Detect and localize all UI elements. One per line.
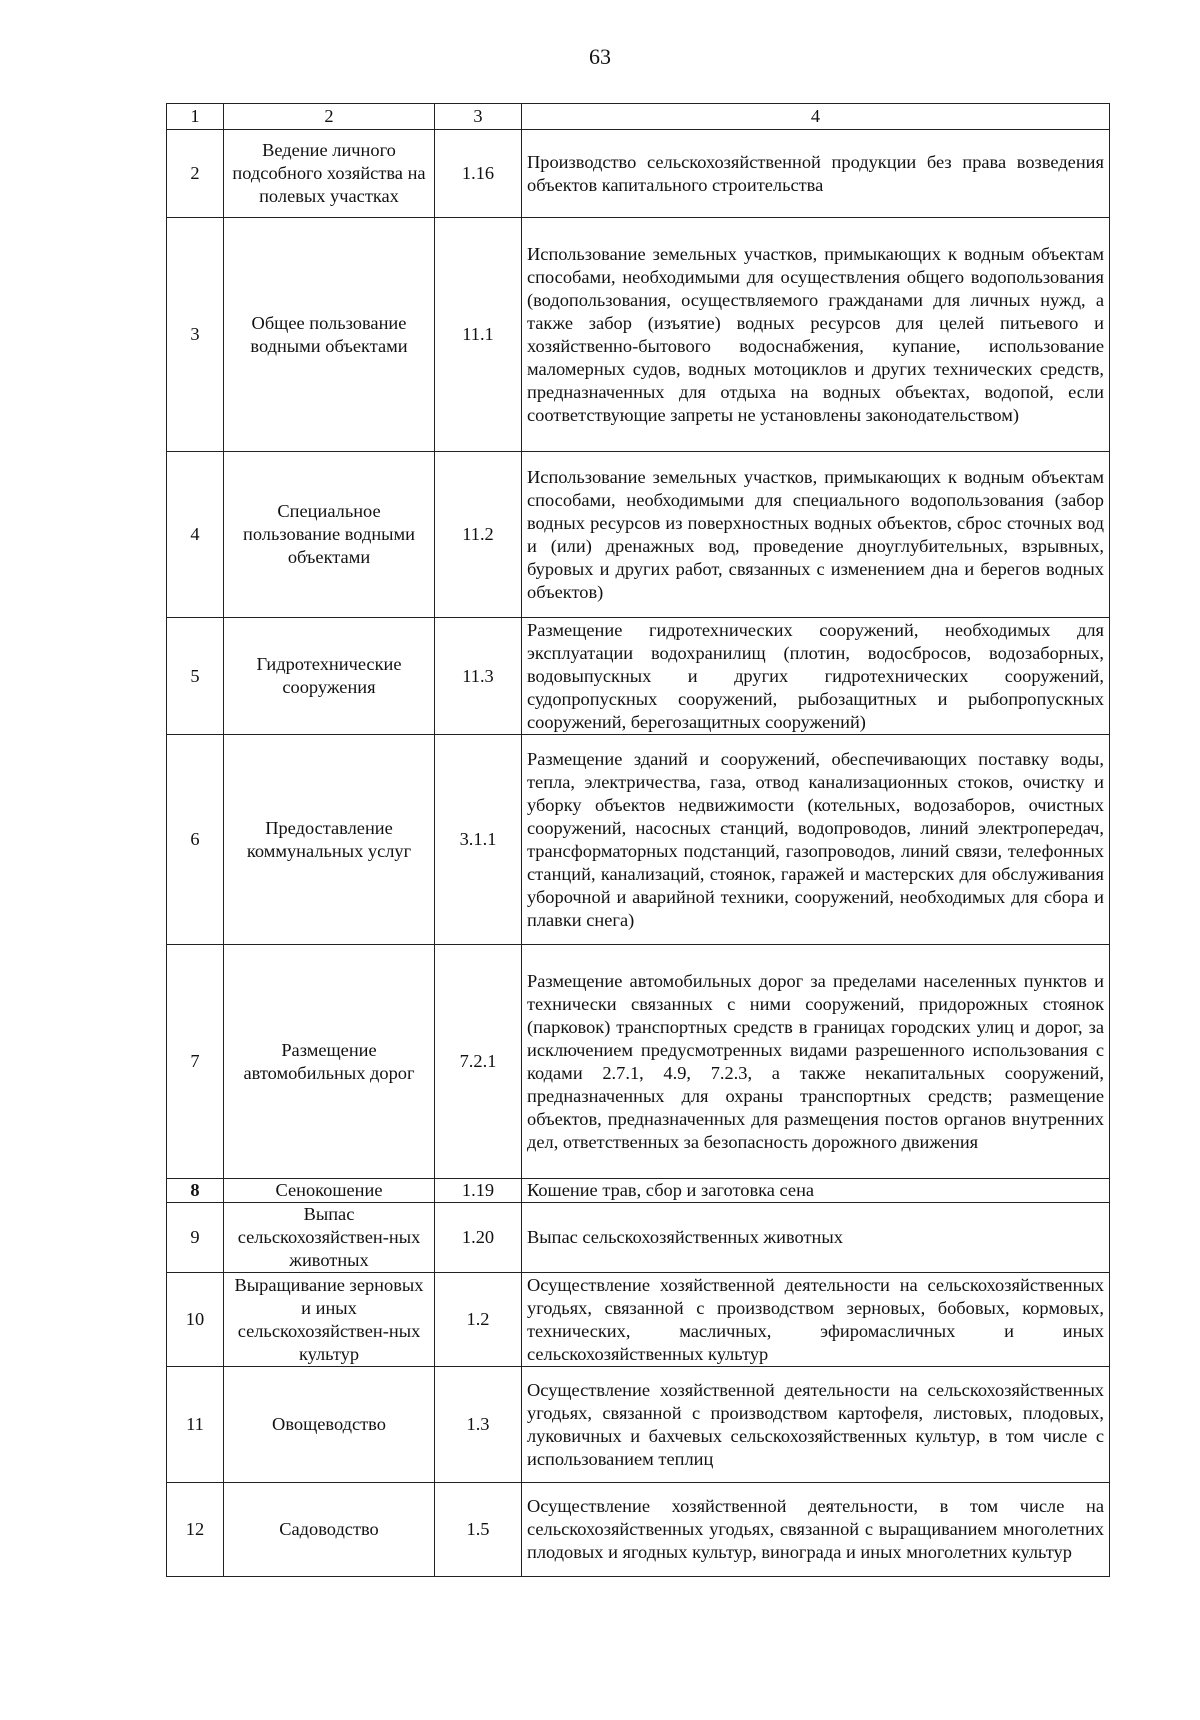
column-header: 3 <box>435 104 522 130</box>
use-type-description: Размещение гидротехнических сооружений, необходимых для эксплуатации водохранилищ (плотин, водосбросов, водозаборных, водовыпускных и других гидротехнических сооружений, судопропускных сооружений, рыбозащитных и рыбопропускных сооружений, берегозащитных сооружений) <box>522 618 1110 735</box>
use-type-code: 1.2 <box>435 1273 522 1367</box>
table-row <box>167 130 1110 218</box>
use-type-code: 1.19 <box>435 1179 522 1203</box>
column-header: 2 <box>224 104 435 130</box>
row-number: 5 <box>167 618 224 735</box>
use-type-description: Использование земельных участков, примыкающих к водным объектам способами, необходимыми для специального водопользования (забор водных ресурсов из поверхностных водных объектов, сброс сточных вод и (или) дренажных вод, проведение дноуглубительных, взрывных, буровых и других работ, связанных с изменением дна и берегов водных объектов) <box>522 452 1110 618</box>
row-number: 4 <box>167 452 224 618</box>
table-header-row <box>167 104 1110 130</box>
use-type-description: Выпас сельскохозяйственных животных <box>522 1203 1110 1273</box>
use-type-description: Размещение зданий и сооружений, обеспечивающих поставку воды, тепла, электричества, газа, отвод канализационных стоков, очистку и уборку объектов недвижимости (котельных, водозаборов, очистных сооружений, насосных станций, водопроводов, линий электропередач, трансформаторных подстанций, газопроводов, линий связи, телефонных станций, канализаций, стоянок, гаражей и мастерских для обслуживания уборочной и аварийной техники, сооружений, необходимых для сбора и плавки снега) <box>522 735 1110 945</box>
use-type-description: Осуществление хозяйственной деятельности на сельскохозяйственных угодьях, связанной с производством зерновых, бобовых, кормовых, технических, масличных, эфиромасличных и иных сельскохозяйственных культур <box>522 1273 1110 1367</box>
use-type-name: Размещение автомобильных дорог <box>224 945 435 1179</box>
use-type-name: Предоставление коммунальных услуг <box>224 735 435 945</box>
row-number: 3 <box>167 218 224 452</box>
row-number: 11 <box>167 1367 224 1483</box>
use-type-description: Размещение автомобильных дорог за пределами населенных пунктов и технически связанных с ними сооружений, придорожных стоянок (парковок) транспортных средств в границах городских улиц и дорог, за исключением предусмотренных видами разрешенного использования с кодами 2.7.1, 4.9, 7.2.3, а также некапитальных сооружений, предназначенных для охраны транспортных средств; размещение объектов, предназначенных для размещения постов органов внутренних дел, ответственных за безопасность дорожного движения <box>522 945 1110 1179</box>
table-row <box>167 945 1110 1179</box>
use-type-code: 1.20 <box>435 1203 522 1273</box>
use-type-name: Выращивание зерновых и иных сельскохозяйствен-ных культур <box>224 1273 435 1367</box>
use-type-code: 1.3 <box>435 1367 522 1483</box>
table-row <box>167 1273 1110 1367</box>
table-row <box>167 218 1110 452</box>
use-type-name: Выпас сельскохозяйствен-ных животных <box>224 1203 435 1273</box>
use-type-description: Кошение трав, сбор и заготовка сена <box>522 1179 1110 1203</box>
land-use-table <box>166 103 1110 1577</box>
table-row <box>167 1483 1110 1577</box>
row-number: 9 <box>167 1203 224 1273</box>
row-number: 8 <box>167 1179 224 1203</box>
use-type-code: 1.16 <box>435 130 522 218</box>
use-type-name: Сенокошение <box>224 1179 435 1203</box>
use-type-description: Использование земельных участков, примыкающих к водным объектам способами, необходимыми для осуществления общего водопользования (водопользования, осуществляемого гражданами для личных нужд, а также забор (изъятие) водных ресурсов для целей питьевого и хозяйственно-бытового водоснабжения, купание, использование маломерных судов, водных мотоциклов и других технических средств, предназначенных для отдыха на водных объектах, водопой, если соответствующие запреты не установлены законодательством) <box>522 218 1110 452</box>
use-type-name: Садоводство <box>224 1483 435 1577</box>
table-row <box>167 735 1110 945</box>
row-number: 12 <box>167 1483 224 1577</box>
use-type-code: 11.3 <box>435 618 522 735</box>
page-number: 63 <box>589 44 611 69</box>
table-row <box>167 1367 1110 1483</box>
use-type-code: 11.2 <box>435 452 522 618</box>
column-header: 4 <box>522 104 1110 130</box>
use-type-name: Специальное пользование водными объектами <box>224 452 435 618</box>
use-type-code: 3.1.1 <box>435 735 522 945</box>
use-type-description: Осуществление хозяйственной деятельности, в том числе на сельскохозяйственных угодьях, связанной с выращиванием многолетних плодовых и ягодных культур, винограда и иных многолетних культур <box>522 1483 1110 1577</box>
row-number: 10 <box>167 1273 224 1367</box>
use-type-description: Осуществление хозяйственной деятельности на сельскохозяйственных угодьях, связанной с производством картофеля, листовых, плодовых, луковичных и бахчевых сельскохозяйственных культур, в том числе с использованием теплиц <box>522 1367 1110 1483</box>
table-row <box>167 1179 1110 1203</box>
row-number: 7 <box>167 945 224 1179</box>
use-type-name: Гидротехнические сооружения <box>224 618 435 735</box>
column-header: 1 <box>167 104 224 130</box>
use-type-code: 1.5 <box>435 1483 522 1577</box>
row-number: 2 <box>167 130 224 218</box>
use-type-description: Производство сельскохозяйственной продукции без права возведения объектов капитального строительства <box>522 130 1110 218</box>
use-type-code: 11.1 <box>435 218 522 452</box>
use-type-name: Ведение личного подсобного хозяйства на полевых участках <box>224 130 435 218</box>
row-number: 6 <box>167 735 224 945</box>
use-type-name: Общее пользование водными объектами <box>224 218 435 452</box>
table-row <box>167 452 1110 618</box>
table-row <box>167 1203 1110 1273</box>
use-type-code: 7.2.1 <box>435 945 522 1179</box>
table-row <box>167 618 1110 735</box>
use-type-name: Овощеводство <box>224 1367 435 1483</box>
